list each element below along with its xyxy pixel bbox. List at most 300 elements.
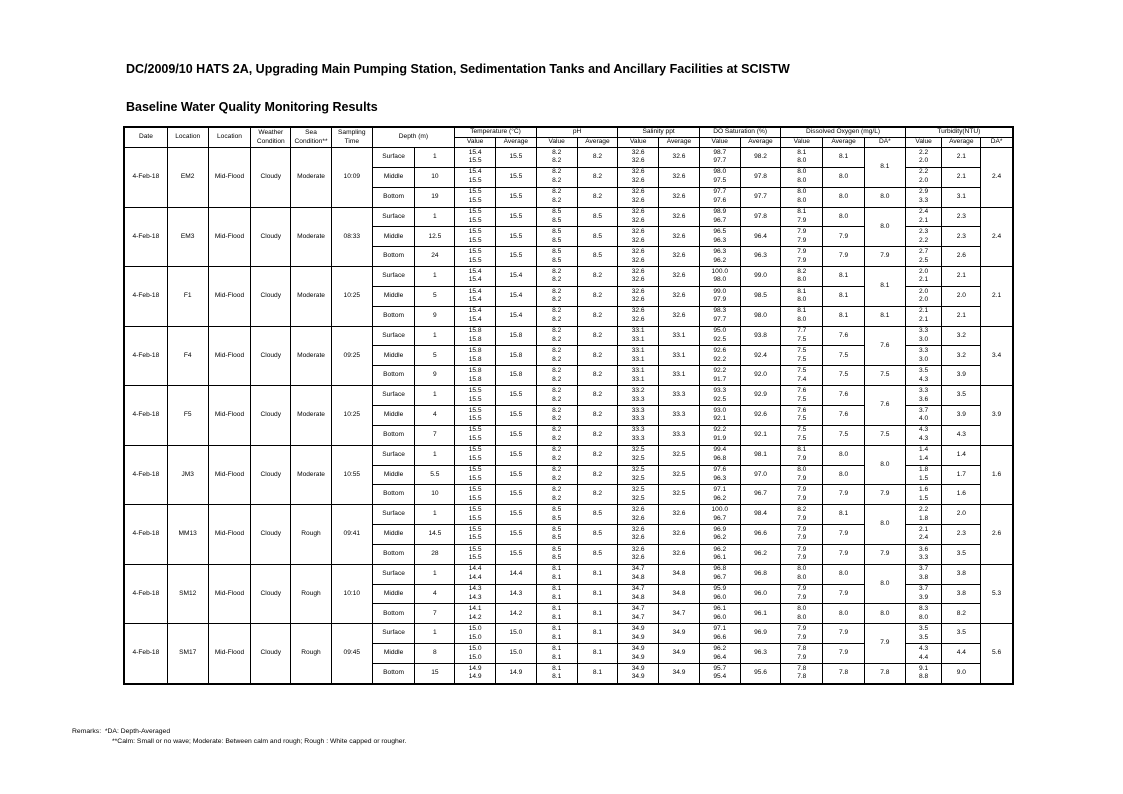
- do-saturation-average: 96.3: [740, 247, 781, 267]
- depth-level-cell: Surface: [372, 326, 415, 346]
- turbidity-average: 2.1: [942, 167, 981, 187]
- dissolved-oxygen-values: 7.6 7.5: [781, 386, 823, 406]
- sampling-time-cell: 10:25: [331, 267, 372, 327]
- ph-values: 8.1 8.1: [536, 644, 577, 664]
- turbidity-values: 2.4 2.1: [905, 207, 942, 227]
- date-cell: 4-Feb-18: [125, 207, 168, 267]
- do-saturation-average: 97.7: [740, 187, 781, 207]
- ph-values: 8.2 8.2: [536, 346, 577, 366]
- depth-value-cell: 12.5: [415, 227, 455, 247]
- do-saturation-values: 93.0 92.1: [699, 405, 740, 425]
- temperature-values: 15.5 15.5: [455, 405, 496, 425]
- sampling-time-cell: 10:55: [331, 445, 372, 505]
- turbidity-da: 2.4: [981, 148, 1013, 208]
- salinity-values: 32.6 32.6: [618, 525, 659, 545]
- ph-values: 8.2 8.2: [536, 485, 577, 505]
- turbidity-values: 8.3 8.0: [905, 604, 942, 624]
- sea-condition-cell: Moderate: [291, 207, 332, 267]
- table-header: [125, 128, 1013, 148]
- subheader-average: Average: [942, 138, 981, 148]
- dissolved-oxygen-da: 8.1: [864, 148, 905, 188]
- do-saturation-average: 92.1: [740, 425, 781, 445]
- ph-average: 8.1: [577, 663, 618, 683]
- dissolved-oxygen-average: 7.5: [823, 346, 865, 366]
- depth-value-cell: 15: [415, 663, 455, 683]
- sampling-time-cell: 10:25: [331, 386, 372, 446]
- sea-condition-cell: Moderate: [291, 326, 332, 386]
- dissolved-oxygen-average: 8.1: [823, 306, 865, 326]
- do-saturation-values: 96.2 96.4: [699, 644, 740, 664]
- weather-cell: Cloudy: [251, 326, 291, 386]
- turbidity-values: 1.6 1.5: [905, 485, 942, 505]
- water-quality-table: [124, 127, 1013, 684]
- turbidity-values: 2.1 2.4: [905, 525, 942, 545]
- do-saturation-values: 96.9 96.2: [699, 525, 740, 545]
- salinity-values: 33.3 33.3: [618, 425, 659, 445]
- dissolved-oxygen-values: 8.0 8.0: [781, 167, 823, 187]
- ph-average: 8.5: [577, 227, 618, 247]
- temperature-average: 15.5: [496, 445, 537, 465]
- do-saturation-values: 96.5 96.3: [699, 227, 740, 247]
- depth-value-cell: 10: [415, 485, 455, 505]
- do-saturation-average: 98.2: [740, 148, 781, 168]
- temperature-average: 14.2: [496, 604, 537, 624]
- ph-values: 8.2 8.2: [536, 386, 577, 406]
- temperature-average: 15.4: [496, 306, 537, 326]
- depth-level-cell: Middle: [372, 286, 415, 306]
- ph-average: 8.2: [577, 326, 618, 346]
- tide-cell: Mid-Flood: [208, 207, 251, 267]
- dissolved-oxygen-average: 7.5: [823, 366, 865, 386]
- do-saturation-average: 96.9: [740, 624, 781, 644]
- salinity-values: 32.6 32.6: [618, 306, 659, 326]
- ph-average: 8.2: [577, 386, 618, 406]
- dissolved-oxygen-average: 7.8: [823, 663, 865, 683]
- header-weather: Weather Condition: [251, 128, 291, 148]
- depth-level-cell: Bottom: [372, 485, 415, 505]
- dissolved-oxygen-values: 8.0 8.0: [781, 564, 823, 584]
- salinity-average: 32.6: [659, 505, 700, 525]
- turbidity-values: 3.6 3.3: [905, 544, 942, 564]
- dissolved-oxygen-values: 7.9 7.9: [781, 584, 823, 604]
- subheader-average: Average: [823, 138, 865, 148]
- do-saturation-average: 98.0: [740, 306, 781, 326]
- turbidity-average: 3.5: [942, 544, 981, 564]
- depth-level-cell: Surface: [372, 267, 415, 287]
- ph-values: 8.2 8.2: [536, 286, 577, 306]
- turbidity-values: 3.5 4.3: [905, 366, 942, 386]
- do-saturation-values: 100.0 98.0: [699, 267, 740, 287]
- table-row: [125, 207, 1013, 227]
- subheader-average: Average: [740, 138, 781, 148]
- turbidity-values: 4.3 4.4: [905, 644, 942, 664]
- table-row: [125, 624, 1013, 644]
- temperature-values: 15.4 15.4: [455, 286, 496, 306]
- depth-value-cell: 1: [415, 624, 455, 644]
- do-saturation-values: 92.6 92.2: [699, 346, 740, 366]
- do-saturation-values: 97.7 97.6: [699, 187, 740, 207]
- header-date: Date: [125, 128, 168, 148]
- ph-values: 8.5 8.5: [536, 544, 577, 564]
- salinity-average: 32.6: [659, 148, 700, 168]
- do-saturation-values: 95.0 92.5: [699, 326, 740, 346]
- station-location-cell: SM12: [167, 564, 208, 624]
- temperature-values: 15.8 15.8: [455, 366, 496, 386]
- dissolved-oxygen-da: 7.9: [864, 485, 905, 505]
- temperature-values: 15.5 15.5: [455, 505, 496, 525]
- ph-values: 8.2 8.2: [536, 326, 577, 346]
- salinity-values: 32.6 32.6: [618, 187, 659, 207]
- turbidity-values: 2.1 2.1: [905, 306, 942, 326]
- dissolved-oxygen-average: 8.0: [823, 167, 865, 187]
- dissolved-oxygen-da: 7.8: [864, 663, 905, 683]
- table-row: [125, 445, 1013, 465]
- dissolved-oxygen-values: 8.1 7.9: [781, 445, 823, 465]
- turbidity-values: 2.0 2.0: [905, 286, 942, 306]
- station-location-cell: SM17: [167, 624, 208, 684]
- station-location-cell: F4: [167, 326, 208, 386]
- dissolved-oxygen-average: 7.9: [823, 247, 865, 267]
- remarks: [72, 727, 406, 747]
- salinity-average: 32.5: [659, 445, 700, 465]
- salinity-average: 34.7: [659, 604, 700, 624]
- ph-values: 8.5 8.5: [536, 505, 577, 525]
- ph-average: 8.2: [577, 465, 618, 485]
- salinity-values: 32.6 32.6: [618, 227, 659, 247]
- subheader-value: Value: [699, 138, 740, 148]
- ph-average: 8.2: [577, 267, 618, 287]
- table-row: [125, 326, 1013, 346]
- subheader-average: Average: [659, 138, 700, 148]
- temperature-values: 15.5 15.5: [455, 425, 496, 445]
- dissolved-oxygen-values: 7.9 7.9: [781, 247, 823, 267]
- do-saturation-average: 92.9: [740, 386, 781, 406]
- date-cell: 4-Feb-18: [125, 148, 168, 208]
- do-saturation-average: 99.0: [740, 267, 781, 287]
- ph-average: 8.2: [577, 286, 618, 306]
- depth-value-cell: 4: [415, 584, 455, 604]
- date-cell: 4-Feb-18: [125, 267, 168, 327]
- salinity-average: 33.1: [659, 326, 700, 346]
- ph-values: 8.5 8.5: [536, 247, 577, 267]
- do-saturation-values: 93.3 92.5: [699, 386, 740, 406]
- temperature-values: 15.5 15.5: [455, 247, 496, 267]
- salinity-values: 34.7 34.7: [618, 604, 659, 624]
- dissolved-oxygen-da: 8.0: [864, 207, 905, 247]
- dissolved-oxygen-values: 7.5 7.5: [781, 346, 823, 366]
- subheader-value: Value: [781, 138, 823, 148]
- tide-cell: Mid-Flood: [208, 505, 251, 565]
- turbidity-average: 3.1: [942, 187, 981, 207]
- sampling-time-cell: 09:41: [331, 505, 372, 565]
- subheader-da: DA*: [864, 138, 905, 148]
- dissolved-oxygen-average: 8.1: [823, 286, 865, 306]
- ph-values: 8.2 8.2: [536, 465, 577, 485]
- turbidity-average: 3.9: [942, 405, 981, 425]
- turbidity-da: 2.1: [981, 267, 1013, 327]
- do-saturation-values: 98.0 97.5: [699, 167, 740, 187]
- turbidity-da: 2.4: [981, 207, 1013, 267]
- salinity-average: 33.1: [659, 366, 700, 386]
- tide-cell: Mid-Flood: [208, 267, 251, 327]
- temperature-average: 14.3: [496, 584, 537, 604]
- table-row: [125, 267, 1013, 287]
- salinity-values: 32.6 32.6: [618, 544, 659, 564]
- dissolved-oxygen-average: 8.0: [823, 207, 865, 227]
- temperature-average: 15.5: [496, 485, 537, 505]
- salinity-average: 34.9: [659, 644, 700, 664]
- turbidity-values: 9.1 8.8: [905, 663, 942, 683]
- ph-average: 8.1: [577, 584, 618, 604]
- dissolved-oxygen-values: 7.8 7.8: [781, 663, 823, 683]
- dissolved-oxygen-values: 7.5 7.4: [781, 366, 823, 386]
- depth-value-cell: 1: [415, 207, 455, 227]
- turbidity-average: 3.2: [942, 346, 981, 366]
- subheader-da: DA*: [981, 138, 1013, 148]
- temperature-values: 15.4 15.5: [455, 167, 496, 187]
- sampling-time-cell: 08:33: [331, 207, 372, 267]
- ph-values: 8.5 8.5: [536, 207, 577, 227]
- turbidity-da: 3.4: [981, 326, 1013, 386]
- results-table-wrapper: [123, 126, 1014, 685]
- temperature-values: 14.3 14.3: [455, 584, 496, 604]
- dissolved-oxygen-average: 7.9: [823, 227, 865, 247]
- turbidity-average: 8.2: [942, 604, 981, 624]
- station-location-cell: F5: [167, 386, 208, 446]
- dissolved-oxygen-values: 7.9 7.9: [781, 525, 823, 545]
- dissolved-oxygen-values: 8.0 8.0: [781, 604, 823, 624]
- subheader-value: Value: [455, 138, 496, 148]
- salinity-average: 34.8: [659, 584, 700, 604]
- dissolved-oxygen-average: 8.0: [823, 564, 865, 584]
- do-saturation-values: 99.4 96.8: [699, 445, 740, 465]
- do-saturation-average: 98.1: [740, 445, 781, 465]
- temperature-values: 15.5 15.5: [455, 465, 496, 485]
- do-saturation-values: 97.6 96.3: [699, 465, 740, 485]
- salinity-average: 33.1: [659, 346, 700, 366]
- do-saturation-average: 96.4: [740, 227, 781, 247]
- salinity-values: 32.6 32.6: [618, 167, 659, 187]
- remarks-label: Remarks:: [72, 728, 102, 735]
- do-saturation-values: 98.9 96.7: [699, 207, 740, 227]
- salinity-average: 33.3: [659, 405, 700, 425]
- dissolved-oxygen-values: 7.9 7.9: [781, 544, 823, 564]
- turbidity-values: 3.7 3.9: [905, 584, 942, 604]
- ph-values: 8.2 8.2: [536, 187, 577, 207]
- temperature-average: 15.5: [496, 227, 537, 247]
- tide-cell: Mid-Flood: [208, 148, 251, 208]
- temperature-values: 15.5 15.5: [455, 386, 496, 406]
- dissolved-oxygen-da: 7.9: [864, 247, 905, 267]
- subheader-average: Average: [577, 138, 618, 148]
- dissolved-oxygen-average: 7.5: [823, 425, 865, 445]
- depth-level-cell: Surface: [372, 624, 415, 644]
- temperature-values: 15.0 15.0: [455, 644, 496, 664]
- salinity-average: 34.9: [659, 663, 700, 683]
- turbidity-values: 3.3 3.6: [905, 386, 942, 406]
- weather-cell: Cloudy: [251, 505, 291, 565]
- sea-condition-cell: Rough: [291, 624, 332, 684]
- weather-cell: Cloudy: [251, 445, 291, 505]
- depth-level-cell: Bottom: [372, 663, 415, 683]
- salinity-values: 32.5 32.5: [618, 465, 659, 485]
- temperature-average: 15.5: [496, 207, 537, 227]
- temperature-values: 15.4 15.4: [455, 267, 496, 287]
- turbidity-da: 1.6: [981, 445, 1013, 505]
- ph-average: 8.2: [577, 445, 618, 465]
- subheader-value: Value: [905, 138, 942, 148]
- dissolved-oxygen-da: 7.9: [864, 544, 905, 564]
- ph-average: 8.2: [577, 187, 618, 207]
- turbidity-average: 2.1: [942, 267, 981, 287]
- header-row-1: [125, 128, 1013, 138]
- temperature-values: 14.1 14.2: [455, 604, 496, 624]
- dissolved-oxygen-values: 7.9 7.9: [781, 485, 823, 505]
- temperature-values: 14.4 14.4: [455, 564, 496, 584]
- depth-level-cell: Bottom: [372, 366, 415, 386]
- depth-value-cell: 1: [415, 445, 455, 465]
- salinity-average: 32.6: [659, 187, 700, 207]
- dissolved-oxygen-values: 8.1 8.0: [781, 286, 823, 306]
- do-saturation-average: 96.7: [740, 485, 781, 505]
- ph-average: 8.5: [577, 525, 618, 545]
- dissolved-oxygen-values: 8.0 8.0: [781, 187, 823, 207]
- turbidity-values: 2.7 2.5: [905, 247, 942, 267]
- weather-cell: Cloudy: [251, 207, 291, 267]
- ph-values: 8.1 8.1: [536, 584, 577, 604]
- weather-cell: Cloudy: [251, 624, 291, 684]
- date-cell: 4-Feb-18: [125, 445, 168, 505]
- sea-condition-cell: Moderate: [291, 386, 332, 446]
- turbidity-average: 4.4: [942, 644, 981, 664]
- dissolved-oxygen-values: 7.9 7.9: [781, 227, 823, 247]
- turbidity-values: 3.3 3.0: [905, 346, 942, 366]
- do-saturation-average: 96.8: [740, 564, 781, 584]
- subheader-value: Value: [618, 138, 659, 148]
- tide-cell: Mid-Flood: [208, 624, 251, 684]
- dissolved-oxygen-values: 8.1 8.0: [781, 148, 823, 168]
- depth-level-cell: Surface: [372, 564, 415, 584]
- salinity-average: 32.5: [659, 465, 700, 485]
- depth-level-cell: Bottom: [372, 306, 415, 326]
- salinity-average: 32.6: [659, 207, 700, 227]
- ph-values: 8.1 8.1: [536, 564, 577, 584]
- turbidity-average: 3.5: [942, 386, 981, 406]
- do-saturation-average: 96.3: [740, 644, 781, 664]
- ph-values: 8.1 8.1: [536, 604, 577, 624]
- salinity-values: 33.1 33.1: [618, 366, 659, 386]
- do-saturation-average: 92.6: [740, 405, 781, 425]
- do-saturation-average: 97.8: [740, 167, 781, 187]
- dissolved-oxygen-values: 7.8 7.9: [781, 644, 823, 664]
- sea-condition-cell: Moderate: [291, 267, 332, 327]
- do-saturation-average: 95.6: [740, 663, 781, 683]
- salinity-average: 32.6: [659, 525, 700, 545]
- ph-average: 8.2: [577, 366, 618, 386]
- do-saturation-values: 95.7 95.4: [699, 663, 740, 683]
- header-dissolved-oxygen: Dissolved Oxygen (mg/L): [781, 128, 905, 138]
- do-saturation-average: 98.4: [740, 505, 781, 525]
- table-row: [125, 148, 1013, 168]
- dissolved-oxygen-average: 8.0: [823, 445, 865, 465]
- depth-level-cell: Bottom: [372, 425, 415, 445]
- turbidity-average: 1.7: [942, 465, 981, 485]
- depth-level-cell: Bottom: [372, 187, 415, 207]
- header-depth: Depth (m): [372, 128, 455, 148]
- tide-cell: Mid-Flood: [208, 564, 251, 624]
- temperature-values: 15.5 15.5: [455, 544, 496, 564]
- dissolved-oxygen-da: 7.9: [864, 624, 905, 664]
- dissolved-oxygen-average: 8.0: [823, 187, 865, 207]
- temperature-values: 15.4 15.5: [455, 148, 496, 168]
- table-row: [125, 386, 1013, 406]
- depth-value-cell: 8: [415, 644, 455, 664]
- dissolved-oxygen-da: 8.0: [864, 604, 905, 624]
- temperature-values: 15.8 15.8: [455, 326, 496, 346]
- dissolved-oxygen-average: 7.6: [823, 405, 865, 425]
- salinity-average: 33.3: [659, 425, 700, 445]
- station-location-cell: F1: [167, 267, 208, 327]
- turbidity-da: 3.9: [981, 386, 1013, 446]
- dissolved-oxygen-values: 8.1 7.9: [781, 207, 823, 227]
- temperature-average: 15.5: [496, 505, 537, 525]
- tide-cell: Mid-Flood: [208, 326, 251, 386]
- ph-values: 8.2 8.2: [536, 405, 577, 425]
- temperature-values: 15.4 15.4: [455, 306, 496, 326]
- weather-cell: Cloudy: [251, 148, 291, 208]
- date-cell: 4-Feb-18: [125, 564, 168, 624]
- dissolved-oxygen-da: 7.5: [864, 425, 905, 445]
- ph-average: 8.2: [577, 405, 618, 425]
- turbidity-values: 1.4 1.4: [905, 445, 942, 465]
- temperature-average: 15.5: [496, 425, 537, 445]
- depth-level-cell: Surface: [372, 505, 415, 525]
- depth-level-cell: Surface: [372, 207, 415, 227]
- depth-level-cell: Middle: [372, 405, 415, 425]
- dissolved-oxygen-average: 7.6: [823, 326, 865, 346]
- dissolved-oxygen-average: 7.9: [823, 624, 865, 644]
- dissolved-oxygen-da: 8.0: [864, 564, 905, 604]
- ph-values: 8.2 8.2: [536, 267, 577, 287]
- do-saturation-values: 92.2 91.9: [699, 425, 740, 445]
- temperature-values: 15.5 15.5: [455, 187, 496, 207]
- depth-value-cell: 1: [415, 148, 455, 168]
- turbidity-average: 2.0: [942, 505, 981, 525]
- temperature-average: 15.0: [496, 644, 537, 664]
- turbidity-values: 2.0 2.1: [905, 267, 942, 287]
- station-location-cell: EM3: [167, 207, 208, 267]
- salinity-average: 32.6: [659, 286, 700, 306]
- header-sea: Sea Condition**: [291, 128, 332, 148]
- salinity-values: 33.1 33.1: [618, 346, 659, 366]
- salinity-average: 33.3: [659, 386, 700, 406]
- depth-level-cell: Surface: [372, 386, 415, 406]
- ph-average: 8.5: [577, 544, 618, 564]
- do-saturation-average: 97.8: [740, 207, 781, 227]
- depth-level-cell: Middle: [372, 227, 415, 247]
- temperature-average: 15.8: [496, 346, 537, 366]
- depth-level-cell: Bottom: [372, 247, 415, 267]
- dissolved-oxygen-values: 7.7 7.5: [781, 326, 823, 346]
- turbidity-values: 2.2 1.8: [905, 505, 942, 525]
- depth-level-cell: Middle: [372, 584, 415, 604]
- salinity-average: 32.6: [659, 167, 700, 187]
- depth-level-cell: Middle: [372, 346, 415, 366]
- depth-level-cell: Middle: [372, 525, 415, 545]
- salinity-average: 32.6: [659, 544, 700, 564]
- turbidity-values: 3.7 4.0: [905, 405, 942, 425]
- temperature-average: 15.5: [496, 544, 537, 564]
